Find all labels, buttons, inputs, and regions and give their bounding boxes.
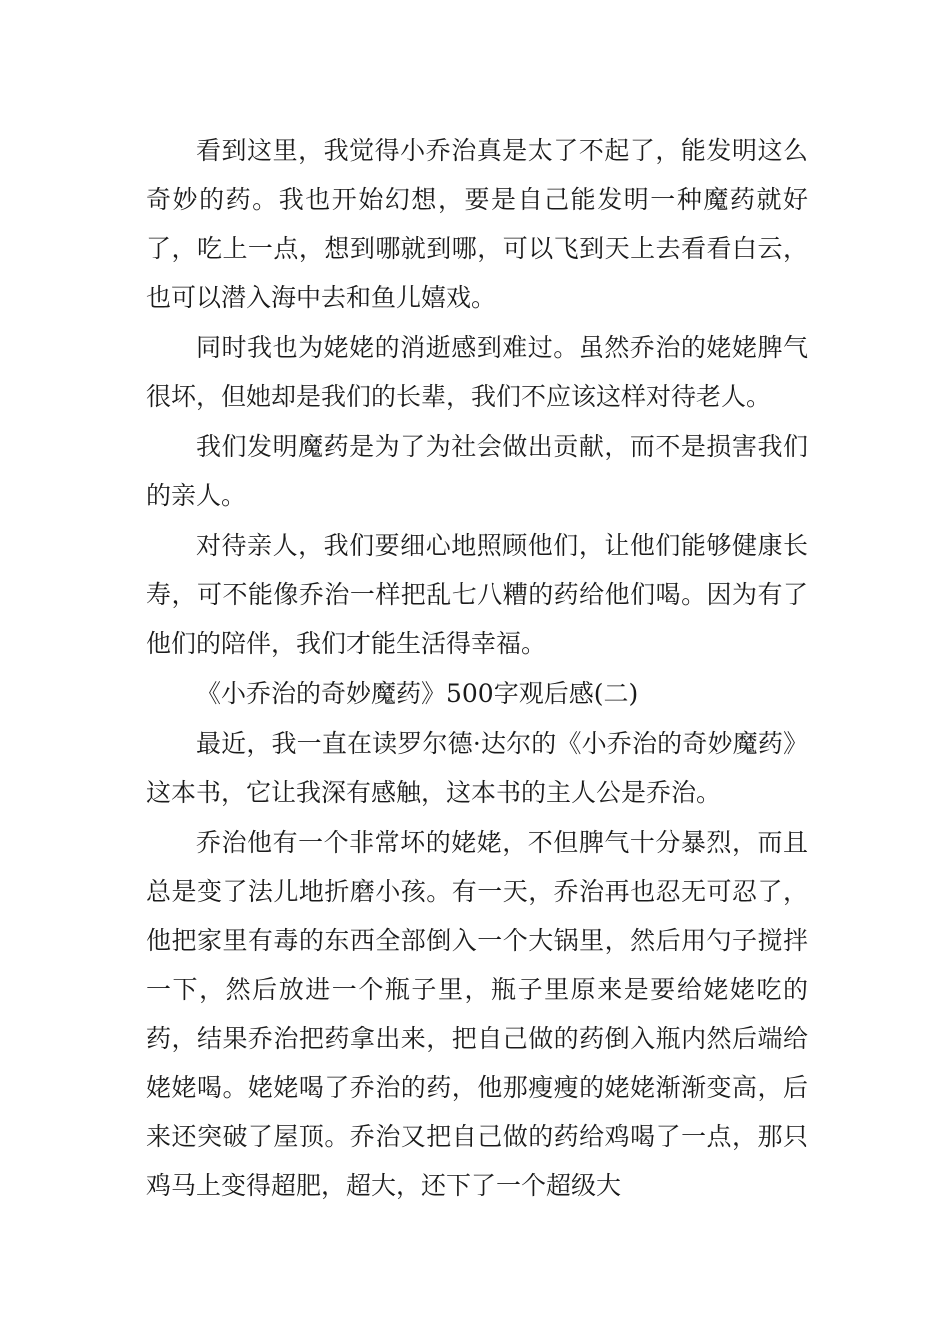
paragraph-3: 我们发明魔药是为了为社会做出贡献，而不是损害我们的亲人。 bbox=[146, 432, 808, 510]
section-heading: 《小乔治的奇妙魔药》500字观后感(二) bbox=[196, 679, 639, 708]
document-page bbox=[146, 126, 808, 1211]
paragraph-1: 看到这里，我觉得小乔治真是太了不起了，能发明这么奇妙的药。我也开始幻想，要是自己能发明一种魔药就好了，吃上一点，想到哪就到哪，可以飞到天上去看看白云，也可以潜入海中去和鱼儿嬉戏。 bbox=[146, 136, 808, 312]
paragraph-5: 最近，我一直在读罗尔德·达尔的《小乔治的奇妙魔药》这本书，它让我深有感触，这本书的主人公是乔治。 bbox=[146, 729, 808, 807]
paragraph-6: 乔治他有一个非常坏的姥姥，不但脾气十分暴烈，而且总是变了法儿地折磨小孩。有一天，乔治再也忍无可忍了，他把家里有毒的东西全部倒入一个大锅里，然后用勺子搅拌一下，然后放进一个瓶子里，瓶子里原来是要给姥姥吃的药，结果乔治把药拿出来，把自己做的药倒入瓶内然后端给姥姥喝。姥姥喝了乔治的药，他那瘦瘦的姥姥渐渐变高，后来还突破了屋顶。乔治又把自己做的药给鸡喝了一点，那只鸡马上变得超肥，超大，还下了一个超级大 bbox=[146, 828, 808, 1200]
paragraph-2: 同时我也为姥姥的消逝感到难过。虽然乔治的姥姥脾气很坏，但她却是我们的长辈，我们不应该这样对待老人。 bbox=[146, 333, 808, 411]
paragraph-4: 对待亲人，我们要细心地照顾他们，让他们能够健康长寿，可不能像乔治一样把乱七八糟的药给他们喝。因为有了他们的陪伴，我们才能生活得幸福。 bbox=[146, 531, 808, 658]
